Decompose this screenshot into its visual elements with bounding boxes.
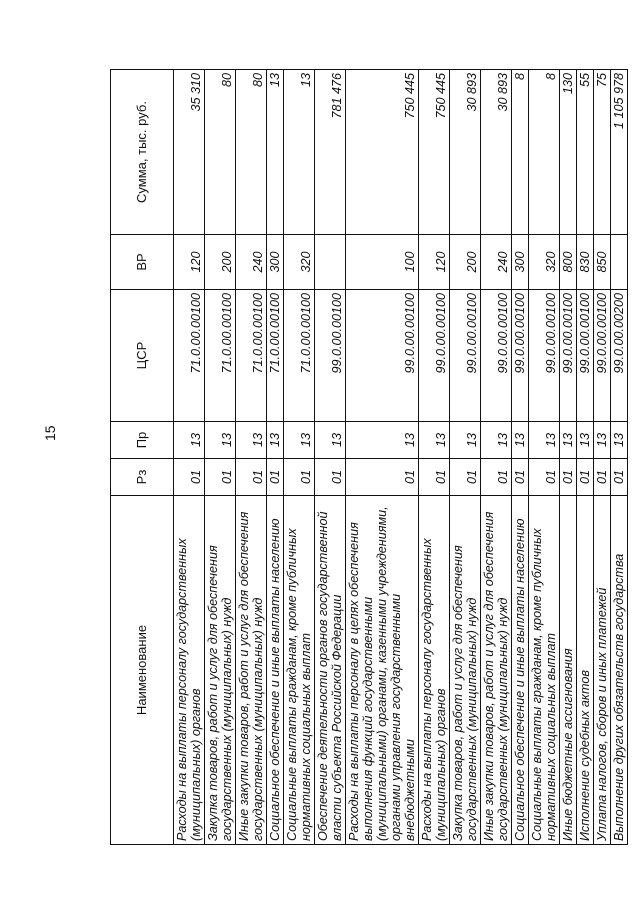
cell-name: Обеспечение деятельности органов государственной власти субъекта Российской Федерации (315, 496, 346, 845)
cell-rz: 01 (236, 459, 267, 496)
cell-sum: 8 (529, 70, 560, 235)
cell-name: Исполнение судебных актов (577, 496, 594, 845)
cell-sum: 30 893 (450, 70, 481, 235)
cell-pr: 13 (419, 422, 450, 459)
cell-rz: 01 (481, 459, 512, 496)
cell-vr: 850 (594, 235, 611, 290)
cell-vr (315, 235, 346, 290)
cell-name: Закупка товаров, работ и услуг для обеспечения государственных (муниципальных) нужд (205, 496, 236, 845)
cell-vr: 100 (346, 235, 419, 290)
table-row (577, 70, 594, 845)
cell-vr: 300 (267, 235, 284, 290)
cell-vr: 800 (560, 235, 577, 290)
cell-name: Расходы на выплаты персоналу в целях обеспечения выполнения функций государственными (муниципальными) органами, казенными учреждениями, органами управления государственными внебюджетными (346, 496, 419, 845)
table-row (450, 70, 481, 845)
table-row (560, 70, 577, 845)
cell-csr: 71.0.00.00100 (267, 290, 284, 422)
table-row (481, 70, 512, 845)
cell-rz: 01 (284, 459, 315, 496)
table-row (284, 70, 315, 845)
table-row (174, 70, 205, 845)
cell-pr: 13 (560, 422, 577, 459)
header-sum: Сумма, тыс. руб. (111, 70, 174, 235)
cell-rz: 01 (450, 459, 481, 496)
cell-sum: 75 (594, 70, 611, 235)
cell-rz: 01 (346, 459, 419, 496)
cell-csr: 99.0.00.00100 (450, 290, 481, 422)
cell-name: Выполнение других обязательств государства (611, 496, 628, 845)
cell-vr: 120 (174, 235, 205, 290)
cell-rz: 01 (529, 459, 560, 496)
cell-rz: 01 (577, 459, 594, 496)
cell-pr: 13 (529, 422, 560, 459)
header-csr: ЦСР (111, 290, 174, 422)
cell-rz: 01 (611, 459, 628, 496)
cell-pr: 13 (284, 422, 315, 459)
cell-csr: 99.0.00.00100 (560, 290, 577, 422)
cell-sum: 8 (512, 70, 529, 235)
cell-sum: 13 (267, 70, 284, 235)
cell-csr: 99.0.00.00100 (481, 290, 512, 422)
cell-rz: 01 (594, 459, 611, 496)
cell-vr (611, 235, 628, 290)
table-row (205, 70, 236, 845)
cell-csr: 99.0.00.00100 (419, 290, 450, 422)
cell-name: Социальное обеспечение и иные выплаты населению (267, 496, 284, 845)
cell-csr: 99.0.00.00100 (529, 290, 560, 422)
cell-vr: 240 (236, 235, 267, 290)
table-row (419, 70, 450, 845)
table-row (529, 70, 560, 845)
cell-name: Закупка товаров, работ и услуг для обеспечения государственных (муниципальных) нужд (450, 496, 481, 845)
cell-pr: 13 (577, 422, 594, 459)
cell-sum: 1 105 978 (611, 70, 628, 235)
cell-vr: 240 (481, 235, 512, 290)
rotated-table-container (110, 70, 626, 845)
cell-sum: 35 310 (174, 70, 205, 235)
cell-sum: 750 445 (419, 70, 450, 235)
table-row (346, 70, 419, 845)
cell-name: Расходы на выплаты персоналу государственных (муниципальных) органов (174, 496, 205, 845)
cell-vr: 320 (284, 235, 315, 290)
cell-csr: 99.0.00.00200 (611, 290, 628, 422)
cell-vr: 320 (529, 235, 560, 290)
cell-pr: 13 (346, 422, 419, 459)
table-row (594, 70, 611, 845)
page-number: 15 (42, 425, 58, 441)
cell-pr: 13 (267, 422, 284, 459)
cell-name: Социальные выплаты гражданам, кроме публичных нормативных социальных выплат (284, 496, 315, 845)
cell-pr: 13 (450, 422, 481, 459)
cell-csr: 99.0.00.00100 (577, 290, 594, 422)
cell-name: Уплата налогов, сборов и иных платежей (594, 496, 611, 845)
cell-rz: 01 (512, 459, 529, 496)
cell-rz: 01 (315, 459, 346, 496)
table-row (315, 70, 346, 845)
cell-pr: 13 (594, 422, 611, 459)
cell-pr: 13 (512, 422, 529, 459)
cell-sum: 130 (560, 70, 577, 235)
cell-pr: 13 (315, 422, 346, 459)
table-header-row (111, 70, 174, 845)
cell-sum: 30 893 (481, 70, 512, 235)
budget-table (110, 69, 628, 845)
cell-csr: 71.0.00.00100 (236, 290, 267, 422)
cell-rz: 01 (560, 459, 577, 496)
cell-name: Иные закупки товаров, работ и услуг для обеспечения государственных (муниципальных) нужд (481, 496, 512, 845)
cell-vr: 300 (512, 235, 529, 290)
cell-sum: 80 (205, 70, 236, 235)
cell-rz: 01 (267, 459, 284, 496)
cell-pr: 13 (611, 422, 628, 459)
cell-rz: 01 (419, 459, 450, 496)
cell-vr: 200 (450, 235, 481, 290)
table-row (512, 70, 529, 845)
cell-rz: 01 (174, 459, 205, 496)
table-row (267, 70, 284, 845)
cell-name: Расходы на выплаты персоналу государственных (муниципальных) органов (419, 496, 450, 845)
cell-csr: 71.0.00.00100 (284, 290, 315, 422)
header-pr: Пр (111, 422, 174, 459)
cell-sum: 781 476 (315, 70, 346, 235)
cell-sum: 80 (236, 70, 267, 235)
header-vr: ВР (111, 235, 174, 290)
cell-sum: 750 445 (346, 70, 419, 235)
cell-vr: 200 (205, 235, 236, 290)
cell-sum: 13 (284, 70, 315, 235)
cell-sum: 55 (577, 70, 594, 235)
table-row (611, 70, 628, 845)
header-name: Наименование (111, 496, 174, 845)
cell-name: Иные закупки товаров, работ и услуг для обеспечения государственных (муниципальных) нужд (236, 496, 267, 845)
cell-name: Социальное обеспечение и иные выплаты населению (512, 496, 529, 845)
cell-csr: 99.0.00.00100 (512, 290, 529, 422)
cell-csr: 71.0.00.00100 (174, 290, 205, 422)
cell-vr: 120 (419, 235, 450, 290)
header-rz: Рз (111, 459, 174, 496)
cell-pr: 13 (236, 422, 267, 459)
cell-pr: 13 (481, 422, 512, 459)
cell-pr: 13 (174, 422, 205, 459)
cell-pr: 13 (205, 422, 236, 459)
table-row (236, 70, 267, 845)
cell-csr: 99.0.00.00100 (346, 290, 419, 422)
cell-vr: 830 (577, 235, 594, 290)
cell-name: Иные бюджетные ассигнования (560, 496, 577, 845)
cell-csr: 99.0.00.00100 (594, 290, 611, 422)
cell-rz: 01 (205, 459, 236, 496)
cell-csr: 99.0.00.00100 (315, 290, 346, 422)
cell-csr: 71.0.00.00100 (205, 290, 236, 422)
cell-name: Социальные выплаты гражданам, кроме публичных нормативных социальных выплат (529, 496, 560, 845)
